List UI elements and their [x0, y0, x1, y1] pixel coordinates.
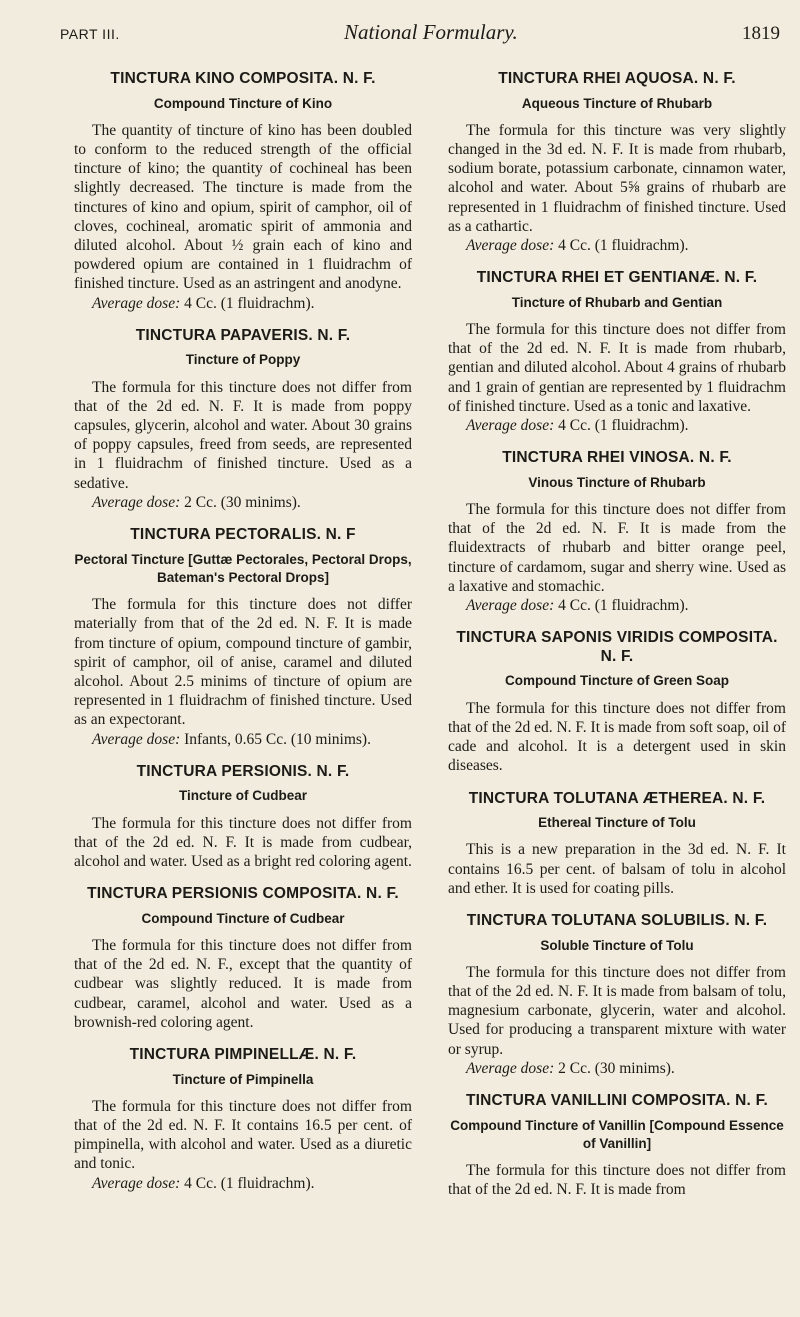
- entry-body: The formula for this tincture does not differ from that of the 2d ed. N. F. It is made from the fluidextracts of rhubarb and bitter orange peel, tincture of cardamom, sugar and sherry wine. Used as a laxative and stomachic.: [448, 501, 786, 595]
- entry-subtitle: Compound Tincture of Green Soap: [504, 673, 729, 689]
- page-header: [60, 20, 780, 50]
- dose-label: Average dose:: [92, 1174, 181, 1192]
- monograph-entry: [74, 1046, 412, 1193]
- entry-subtitle: Aqueous Tincture of Rhubarb: [521, 95, 713, 111]
- entry-title: TINCTURA RHEI VINOSA. N. F.: [502, 449, 732, 467]
- dose-label: Average dose:: [466, 597, 555, 615]
- dose-value: 4 Cc. (1 fluidrachm).: [558, 597, 689, 615]
- entry-title: TINCTURA KINO COMPOSITA. N. F.: [110, 70, 376, 87]
- entry-subtitle: Tincture of Pimpinella: [172, 1071, 314, 1087]
- entry-title: TINCTURA PIMPINELLÆ. N. F.: [129, 1045, 357, 1063]
- dose-label: Average dose:: [466, 237, 555, 255]
- dose-value: 4 Cc. (1 fluidrachm).: [184, 294, 315, 312]
- dose-label: Average dose:: [92, 493, 181, 511]
- entry-title: TINCTURA TOLUTANA ÆTHEREA. N. F.: [468, 789, 766, 807]
- running-title: National Formulary.: [343, 20, 518, 44]
- dose-value: 4 Cc. (1 fluidrachm).: [558, 417, 689, 435]
- dose-label: Average dose:: [466, 1059, 555, 1077]
- entry-body: The formula for this tincture does not differ from that of the 2d ed. N. F. It is made from poppy capsules, glycerin, alcohol and water. About 30 grains of poppy capsules, freed from seeds, are represented in 1 fluidrachm of finished tincture. Used as a sedative.: [74, 378, 412, 492]
- average-dose: [448, 236, 786, 255]
- page-number: 1819: [741, 23, 780, 44]
- monograph-entry: [448, 449, 786, 615]
- entry-body: This is a new preparation in the 3d ed. N. F. It contains 16.5 per cent. of balsam of tolu in alcohol and ether. It is used for coating pills.: [448, 841, 786, 897]
- monograph-entry: [448, 790, 786, 898]
- entry-subtitle: Compound Tincture of Vanillin [Compound Essence of Vanillin]: [450, 1117, 784, 1151]
- average-dose: [74, 294, 412, 313]
- entry-subtitle: Ethereal Tincture of Tolu: [538, 815, 696, 831]
- entry-body: The quantity of tincture of kino has been doubled to conform to the reduced strength of the official tincture of kino; the quantity of cochineal has been slightly decreased. The tincture is made from the tinctures of kino and opium, spirit of camphor, oil of cloves, cochineal, aromatic spirit of ammonia and diluted alcohol. About ½ grain each of kino and powdered opium are contained in 1 fluidrachm of finished tincture. Used as an astringent and anodyne.: [74, 121, 412, 293]
- monograph-entry: [74, 327, 412, 512]
- average-dose: [448, 596, 786, 615]
- entry-subtitle: Pectoral Tincture [Guttæ Pectorales, Pectoral Drops, Bateman's Pectoral Drops]: [74, 551, 412, 585]
- dose-value: 2 Cc. (30 minims).: [184, 493, 301, 511]
- entry-body: The formula for this tincture does not differ from that of the 2d ed. N. F. It contains 16.5 per cent. of pimpinella, with alcohol and water. Used as a diuretic and tonic.: [74, 1097, 412, 1173]
- entry-title: TINCTURA VANILLINI COMPOSITA. N. F.: [465, 1091, 769, 1109]
- entry-title: TINCTURA RHEI AQUOSA. N. F.: [498, 70, 736, 87]
- monograph-entry: [74, 70, 412, 313]
- monograph-entry: [448, 70, 786, 255]
- entry-subtitle: Vinous Tincture of Rhubarb: [528, 474, 706, 490]
- average-dose: [74, 730, 412, 749]
- average-dose: [448, 1059, 786, 1078]
- right-column: [448, 70, 786, 1213]
- entry-title: TINCTURA PECTORALIS. N. F: [130, 526, 356, 544]
- entry-body: The formula for this tincture does not differ from that of the 2d ed. N. F., except that the quantity of cudbear was slightly reduced. It is made from cudbear, caramel, alcohol and water. Used as a brownish-red coloring agent.: [74, 936, 412, 1031]
- monograph-entry: [74, 885, 412, 1032]
- monograph-entry: [448, 269, 786, 435]
- dose-label: Average dose:: [92, 294, 181, 312]
- monograph-entry: [448, 912, 786, 1078]
- entry-body: The formula for this tincture does not differ materially from that of the 2d ed. N. F. It is made from tincture of opium, compound tincture of gambir, spirit of camphor, oil of anise, caramel and diluted alcohol. About 2.5 minims of tincture of opium are represented in 1 fluidrachm of finished tincture. Used as an expectorant.: [74, 596, 412, 729]
- monograph-entry: [448, 629, 786, 775]
- entry-subtitle: Tincture of Cudbear: [178, 788, 307, 804]
- dose-value: 2 Cc. (30 minims).: [558, 1059, 675, 1077]
- entry-subtitle: Tincture of Poppy: [185, 352, 301, 368]
- text-columns: [74, 70, 786, 1213]
- entry-title: TINCTURA PERSIONIS. N. F.: [136, 762, 350, 780]
- entry-title: TINCTURA TOLUTANA SOLUBILIS. N. F.: [466, 911, 768, 929]
- entry-title: TINCTURA RHEI ET GENTIANÆ. N. F.: [476, 269, 758, 287]
- entry-title: TINCTURA PERSIONIS COMPOSITA. N. F.: [87, 885, 399, 903]
- monograph-entry: [74, 763, 412, 871]
- average-dose: [74, 493, 412, 512]
- average-dose: [74, 1174, 412, 1193]
- entry-body: The formula for this tincture does not differ from that of the 2d ed. N. F. It is made from soft soap, oil of cade and alcohol. It is a detergent used in skin diseases.: [448, 699, 786, 775]
- entry-body: The formula for this tincture does not differ from that of the 2d ed. N. F. It is made from balsam of tolu, magnesium carbonate, glycerin, water and alcohol. Used for producing a transparent mixture with water or syrup.: [448, 963, 786, 1058]
- entry-subtitle: Compound Tincture of Cudbear: [141, 910, 345, 926]
- average-dose: [448, 416, 786, 435]
- dose-value: 4 Cc. (1 fluidrachm).: [558, 237, 689, 255]
- entry-title: TINCTURA PAPAVERIS. N. F.: [135, 326, 351, 344]
- part-label: PART III.: [60, 26, 120, 42]
- entry-subtitle: Soluble Tincture of Tolu: [540, 937, 694, 953]
- entry-body: The formula for this tincture does not differ from that of the 2d ed. N. F. It is made from cudbear, alcohol and water. Used as a bright red coloring agent.: [74, 814, 412, 870]
- left-column: [74, 70, 412, 1213]
- monograph-entry: [74, 526, 412, 749]
- dose-value: 4 Cc. (1 fluidrachm).: [184, 1174, 315, 1192]
- entry-body: The formula for this tincture does not differ from that of the 2d ed. N. F. It is made from rhubarb, gentian and diluted alcohol. About 4 grains of rhubarb and 1 grain of gentian are represented by 1 fluidrachm of finished tincture. Used as a tonic and laxative.: [448, 321, 786, 415]
- entry-body: The formula for this tincture was very slightly changed in the 3d ed. N. F. It is made from rhubarb, sodium borate, potassium carbonate, cinnamon water, alcohol and water. About 5⅝ grains of rhubarb are represented in 1 fluidrachm of finished tincture. Used as a cathartic.: [448, 121, 786, 235]
- dose-label: Average dose:: [466, 417, 555, 435]
- entry-subtitle: Tincture of Rhubarb and Gentian: [511, 294, 723, 310]
- dose-label: Average dose:: [92, 730, 181, 748]
- entry-body: The formula for this tincture does not differ from that of the 2d ed. N. F. It is made from: [448, 1162, 786, 1199]
- entry-subtitle: Compound Tincture of Kino: [153, 95, 333, 111]
- dose-value: Infants, 0.65 Cc. (10 minims).: [184, 730, 371, 748]
- entry-title: TINCTURA SAPONIS VIRIDIS COMPOSITA. N. F.: [456, 629, 778, 665]
- monograph-entry: [448, 1092, 786, 1199]
